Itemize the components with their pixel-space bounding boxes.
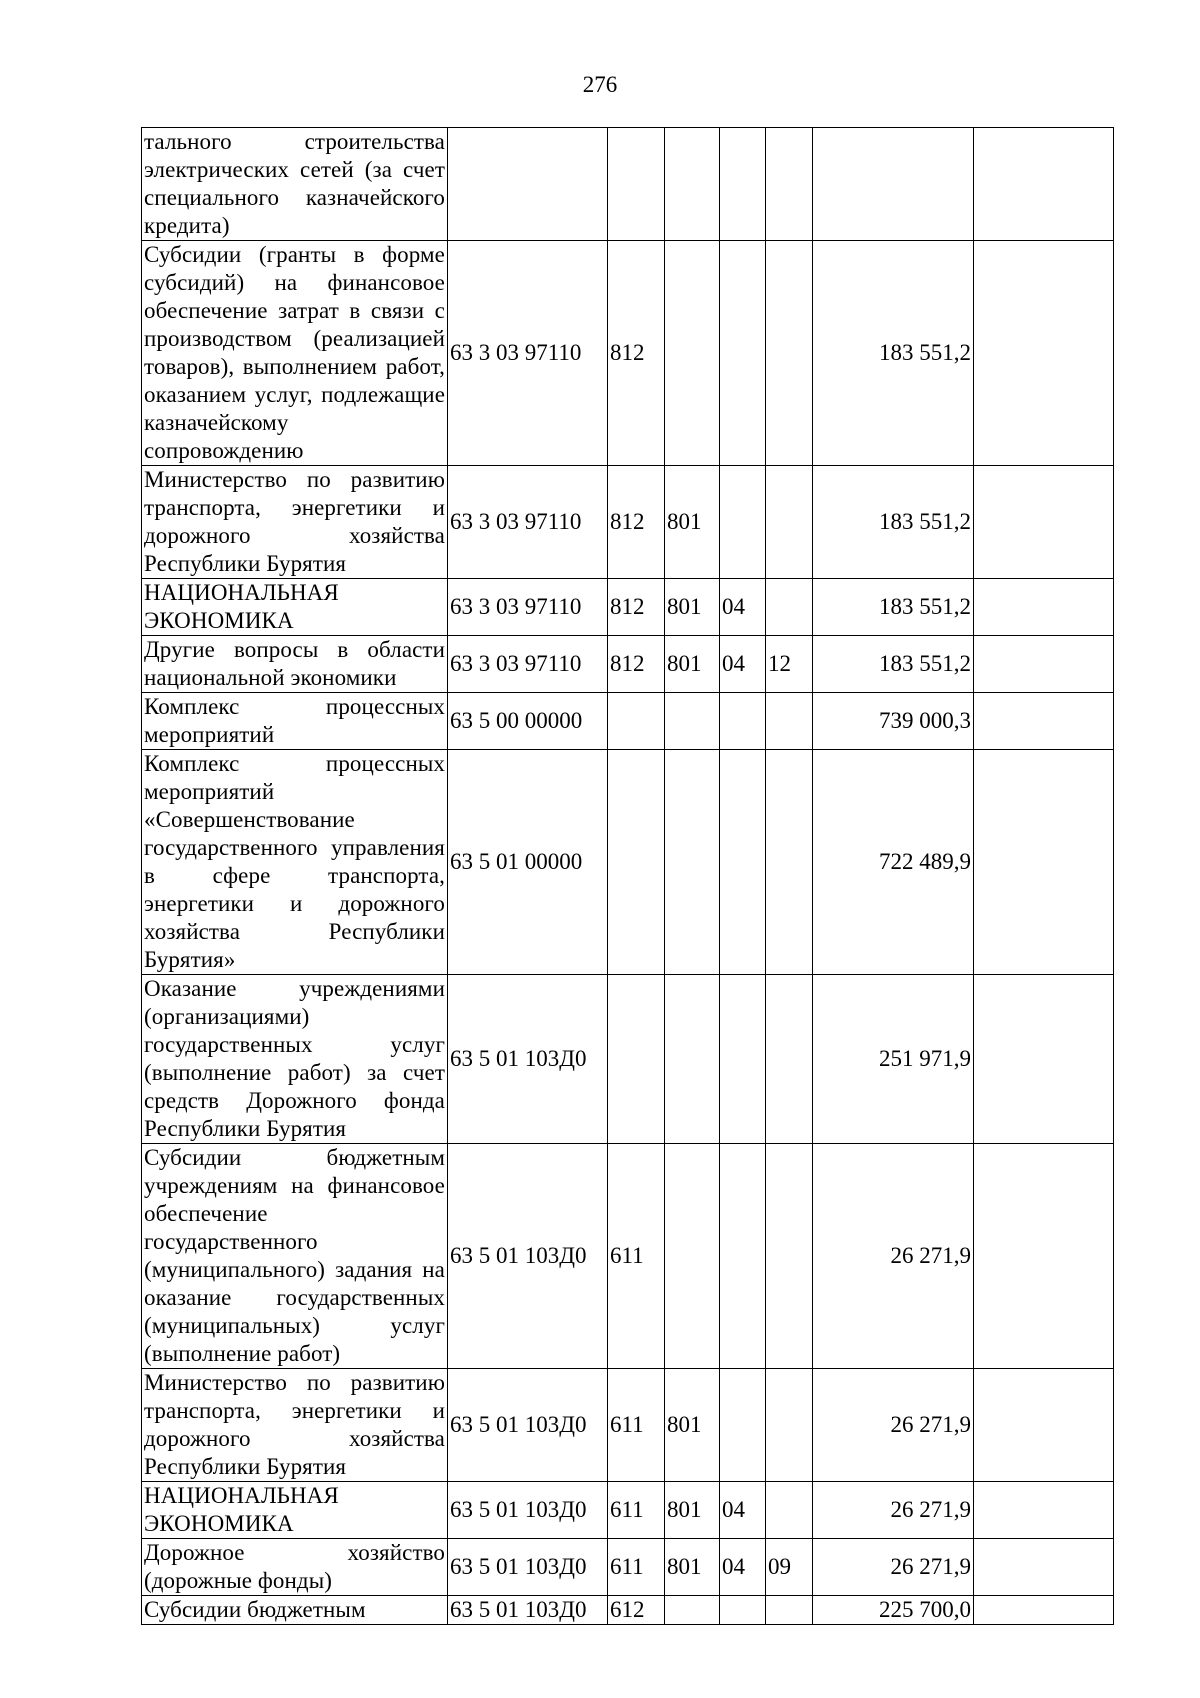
row-amount: 26 271,9 — [813, 1144, 974, 1369]
row-grbs-code: 812 — [608, 466, 665, 579]
row-empty-cell — [974, 128, 1114, 241]
row-subsection-code — [766, 1596, 813, 1625]
budget-table — [141, 127, 1114, 1625]
row-empty-cell — [974, 1482, 1114, 1539]
row-target-code: 63 3 03 97110 — [448, 579, 608, 636]
table-row — [142, 128, 1114, 241]
table-row — [142, 466, 1114, 579]
row-section-code — [720, 1596, 766, 1625]
row-amount: 722 489,9 — [813, 750, 974, 975]
row-amount: 183 551,2 — [813, 579, 974, 636]
table-row — [142, 636, 1114, 693]
row-name: Дорожное хозяйство (дорожные фонды) — [142, 1539, 448, 1596]
row-empty-cell — [974, 750, 1114, 975]
row-ministry-code: 801 — [665, 1539, 720, 1596]
row-empty-cell — [974, 466, 1114, 579]
row-section-code — [720, 128, 766, 241]
row-name: Субсидии бюджетным — [142, 1596, 448, 1625]
row-empty-cell — [974, 579, 1114, 636]
row-grbs-code: 812 — [608, 636, 665, 693]
table-row — [142, 1482, 1114, 1539]
row-subsection-code — [766, 1144, 813, 1369]
row-target-code: 63 5 01 00000 — [448, 750, 608, 975]
row-target-code: 63 5 00 00000 — [448, 693, 608, 750]
table-row — [142, 1539, 1114, 1596]
row-ministry-code: 801 — [665, 636, 720, 693]
row-amount: 26 271,9 — [813, 1539, 974, 1596]
row-empty-cell — [974, 693, 1114, 750]
row-section-code: 04 — [720, 1482, 766, 1539]
row-subsection-code — [766, 693, 813, 750]
row-target-code: 63 5 01 103Д0 — [448, 975, 608, 1144]
row-section-code — [720, 975, 766, 1144]
row-empty-cell — [974, 1539, 1114, 1596]
row-name: НАЦИОНАЛЬНАЯ ЭКОНОМИКА — [142, 1482, 448, 1539]
row-subsection-code: 09 — [766, 1539, 813, 1596]
row-amount: 26 271,9 — [813, 1369, 974, 1482]
row-section-code — [720, 466, 766, 579]
row-ministry-code: 801 — [665, 579, 720, 636]
row-ministry-code: 801 — [665, 1369, 720, 1482]
row-grbs-code — [608, 693, 665, 750]
row-subsection-code — [766, 975, 813, 1144]
row-ministry-code: 801 — [665, 466, 720, 579]
row-section-code: 04 — [720, 1539, 766, 1596]
table-body — [142, 128, 1114, 1625]
row-grbs-code: 612 — [608, 1596, 665, 1625]
row-grbs-code: 812 — [608, 241, 665, 466]
row-name: тального строительства электрических сетей (за счет специального казначейского кредита) — [142, 128, 448, 241]
row-empty-cell — [974, 1369, 1114, 1482]
row-ministry-code — [665, 975, 720, 1144]
row-name: НАЦИОНАЛЬНАЯ ЭКОНОМИКА — [142, 579, 448, 636]
table-row — [142, 1144, 1114, 1369]
row-name: Комплекс процессных мероприятий «Совершенствование государственного управления в сфере транспорта, энергетики и дорожного хозяйства Республики Бурятия» — [142, 750, 448, 975]
row-target-code: 63 5 01 103Д0 — [448, 1482, 608, 1539]
row-section-code — [720, 241, 766, 466]
row-target-code: 63 5 01 103Д0 — [448, 1596, 608, 1625]
row-name: Комплекс процессных мероприятий — [142, 693, 448, 750]
row-subsection-code — [766, 579, 813, 636]
table-row — [142, 1369, 1114, 1482]
row-subsection-code — [766, 128, 813, 241]
row-empty-cell — [974, 1596, 1114, 1625]
row-section-code — [720, 1144, 766, 1369]
row-grbs-code — [608, 128, 665, 241]
row-ministry-code — [665, 241, 720, 466]
row-amount: 183 551,2 — [813, 466, 974, 579]
row-empty-cell — [974, 636, 1114, 693]
row-amount: 251 971,9 — [813, 975, 974, 1144]
row-target-code: 63 3 03 97110 — [448, 241, 608, 466]
row-subsection-code — [766, 466, 813, 579]
row-target-code: 63 5 01 103Д0 — [448, 1539, 608, 1596]
row-amount: 739 000,3 — [813, 693, 974, 750]
table-row — [142, 579, 1114, 636]
row-amount — [813, 128, 974, 241]
row-name: Субсидии (гранты в форме субсидий) на финансовое обеспечение затрат в связи с производством (реализацией товаров), выполнением работ, оказанием услуг, подлежащие казначейскому сопровождению — [142, 241, 448, 466]
row-grbs-code: 812 — [608, 579, 665, 636]
row-amount: 183 551,2 — [813, 241, 974, 466]
table-row — [142, 1596, 1114, 1625]
row-subsection-code — [766, 1369, 813, 1482]
page-number: 276 — [582, 72, 618, 97]
row-grbs-code: 611 — [608, 1369, 665, 1482]
row-target-code: 63 5 01 103Д0 — [448, 1369, 608, 1482]
row-name: Оказание учреждениями (организациями) государственных услуг (выполнение работ) за счет средств Дорожного фонда Республики Бурятия — [142, 975, 448, 1144]
row-name: Субсидии бюджетным учреждениям на финансовое обеспечение государственного (муниципального) задания на оказание государственных (муниципальных) услуг (выполнение работ) — [142, 1144, 448, 1369]
row-ministry-code: 801 — [665, 1482, 720, 1539]
row-name: Другие вопросы в области национальной экономики — [142, 636, 448, 693]
row-grbs-code: 611 — [608, 1482, 665, 1539]
row-grbs-code: 611 — [608, 1144, 665, 1369]
row-empty-cell — [974, 1144, 1114, 1369]
row-target-code: 63 3 03 97110 — [448, 466, 608, 579]
row-subsection-code — [766, 750, 813, 975]
row-ministry-code — [665, 1144, 720, 1369]
row-grbs-code — [608, 750, 665, 975]
table-row — [142, 693, 1114, 750]
row-name: Министерство по развитию транспорта, энергетики и дорожного хозяйства Республики Бурятия — [142, 1369, 448, 1482]
row-amount: 26 271,9 — [813, 1482, 974, 1539]
row-subsection-code — [766, 1482, 813, 1539]
row-subsection-code: 12 — [766, 636, 813, 693]
row-grbs-code — [608, 975, 665, 1144]
row-amount: 183 551,2 — [813, 636, 974, 693]
row-target-code: 63 3 03 97110 — [448, 636, 608, 693]
table-row — [142, 750, 1114, 975]
row-section-code: 04 — [720, 636, 766, 693]
row-section-code — [720, 1369, 766, 1482]
row-ministry-code — [665, 1596, 720, 1625]
row-section-code — [720, 750, 766, 975]
table-row — [142, 975, 1114, 1144]
row-section-code: 04 — [720, 579, 766, 636]
row-ministry-code — [665, 128, 720, 241]
row-empty-cell — [974, 975, 1114, 1144]
row-ministry-code — [665, 750, 720, 975]
row-section-code — [720, 693, 766, 750]
row-amount: 225 700,0 — [813, 1596, 974, 1625]
row-target-code: 63 5 01 103Д0 — [448, 1144, 608, 1369]
row-empty-cell — [974, 241, 1114, 466]
row-ministry-code — [665, 693, 720, 750]
row-subsection-code — [766, 241, 813, 466]
table-row — [142, 241, 1114, 466]
row-name: Министерство по развитию транспорта, энергетики и дорожного хозяйства Республики Бурятия — [142, 466, 448, 579]
row-target-code — [448, 128, 608, 241]
row-grbs-code: 611 — [608, 1539, 665, 1596]
